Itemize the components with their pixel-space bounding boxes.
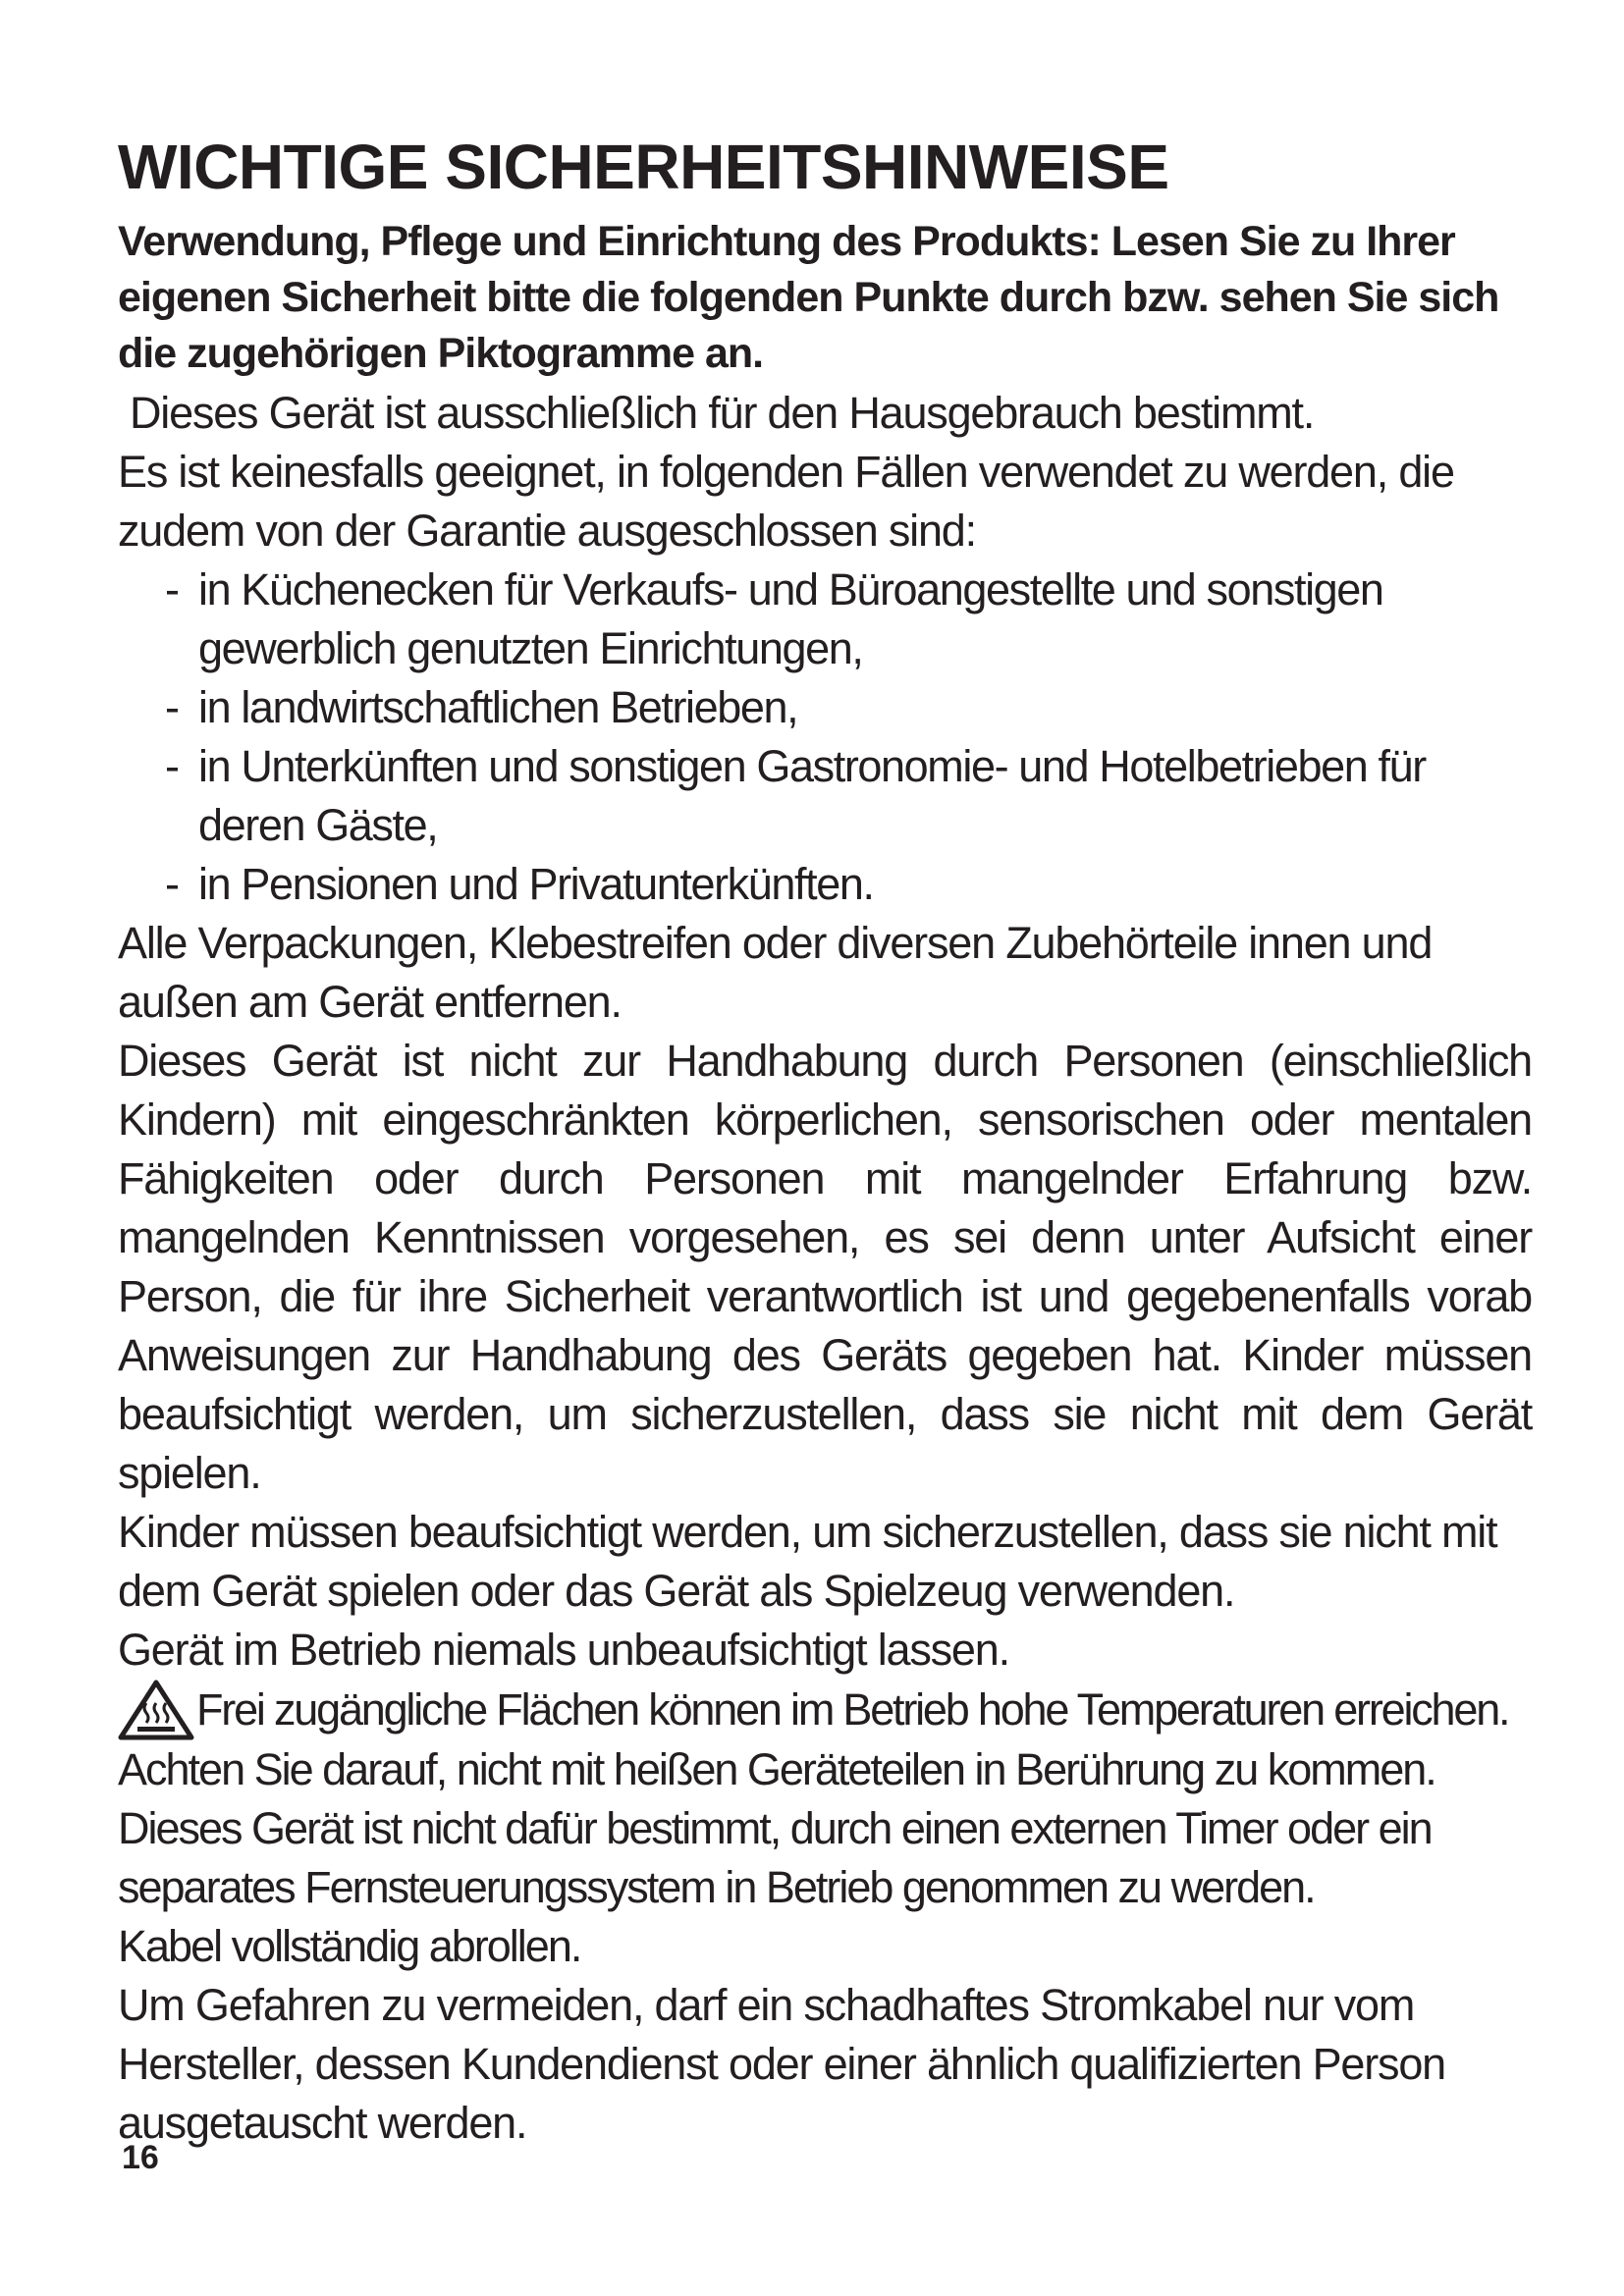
list-dash: - — [165, 564, 179, 614]
hot-surface-text: Frei zugängliche Flächen können im Betrieb hohe Temperaturen erreichen. — [196, 1684, 1509, 1735]
list-item-text: in Küchenecken für Verkaufs- und Büroangestellte und sonstigen gewerblich genutzten Einrichtungen, — [198, 564, 1383, 673]
exclusion-list — [118, 561, 1532, 914]
list-dash: - — [165, 859, 179, 909]
subtitle: Verwendung, Pflege und Einrichtung des Produkts: Lesen Sie zu Ihrer eigenen Sicherheit bitte die folgenden Punkte durch bzw. sehen Sie sich die zugehörigen Piktogramme an. — [118, 218, 1499, 377]
page-title: WICHTIGE SICHERHEITSHINWEISE — [118, 132, 1169, 202]
damaged-cable-paragraph: Um Gefahren zu vermeiden, darf ein schadhaftes Stromkabel nur vom Hersteller, dessen Kundendienst oder einer ähnlich qualifizierten Person ausgetauscht werden. — [118, 1980, 1445, 2148]
list-item — [118, 561, 1532, 678]
intro-household-use: Dieses Gerät ist ausschließlich für den Hausgebrauch bestimmt. — [130, 388, 1315, 438]
intro-not-suitable: Es ist keinesfalls geeignet, in folgenden Fällen verwendet zu werden, die zudem von der Garantie ausgeschlossen sind: — [118, 447, 1454, 556]
list-item-text: in landwirtschaftlichen Betrieben, — [198, 682, 798, 732]
unattended-paragraph: Gerät im Betrieb niemals unbeaufsichtigt lassen. — [118, 1625, 1009, 1675]
document-page — [118, 128, 1532, 2153]
page-number: 16 — [122, 2139, 159, 2176]
hot-surface-line — [118, 1680, 1532, 1740]
list-dash: - — [165, 741, 179, 791]
list-item — [118, 737, 1532, 855]
cable-unroll-paragraph: Kabel vollständig abrollen. — [118, 1921, 581, 1971]
list-item — [118, 855, 1532, 914]
list-item-text: in Pensionen und Privatunterkünften. — [198, 859, 874, 909]
timer-paragraph: Dieses Gerät ist nicht dafür bestimmt, durch einen externen Timer oder ein separates Fernsteuerungssystem in Betrieb genommen zu werden. — [118, 1803, 1432, 1912]
hot-surface-warning-icon — [118, 1680, 194, 1740]
persons-paragraph: Dieses Gerät ist nicht zur Handhabung durch Personen (einschließlich Kindern) mit eingeschränkten körperlichen, sensorischen oder mentalen Fähigkeiten oder durch Personen mit mangelnder Erfahrung bzw. mangelnden Kenntnissen vorgesehen, es sei denn unter Aufsicht einer Person, die für ihre Sicherheit verantwortlich ist und gegebenenfalls vorab Anweisungen zur Handhabung des Geräts gegeben hat. Kinder müssen beaufsichtigt werden, um sicherzustellen, dass sie nicht mit dem Gerät spielen. — [118, 1036, 1532, 1498]
list-dash: - — [165, 682, 179, 732]
list-item-text: in Unterkünften und sonstigen Gastronomie- und Hotelbetrieben für deren Gäste, — [198, 741, 1426, 850]
packaging-paragraph: Alle Verpackungen, Klebestreifen oder diversen Zubehörteile innen und außen am Gerät entfernen. — [118, 918, 1433, 1027]
children-paragraph: Kinder müssen beaufsichtigt werden, um sicherzustellen, dass sie nicht mit dem Gerät spielen oder das Gerät als Spielzeug verwenden. — [118, 1507, 1497, 1616]
hot-parts-paragraph: Achten Sie darauf, nicht mit heißen Geräteteilen in Berührung zu kommen. — [118, 1744, 1435, 1794]
list-item — [118, 678, 1532, 737]
